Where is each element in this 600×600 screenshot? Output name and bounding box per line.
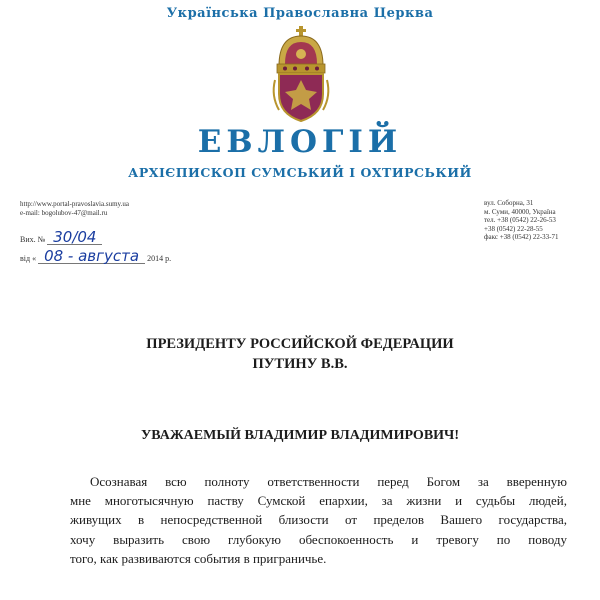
mitre-crest-icon <box>265 24 337 124</box>
body-line: мне многотысячную паству Сумской епархии, за жизни и судьбы людей, <box>70 493 567 509</box>
contacts-right <box>484 199 559 242</box>
body-line: хочу выразить свою глубокую обеспокоенность и тревогу по поводу <box>70 531 567 547</box>
number-label: Вих. № <box>20 235 46 244</box>
contacts-left <box>20 200 129 218</box>
addressee-line-1: ПРЕЗИДЕНТУ РОССИЙСКОЙ ФЕДЕРАЦИИ <box>146 336 454 352</box>
phone-1: тел. +38 (0542) 22-26-53 <box>484 216 556 224</box>
email-link[interactable]: e-mail: bogolubov-47@mail.ru <box>20 209 108 217</box>
body-line: того, как развиваются события в приграничье. <box>70 550 327 566</box>
bishop-title: АРХІЄПИСКОП СУМСЬКИЙ І ОХТИРСЬКИЙ <box>128 165 472 180</box>
date-suffix: 2014 р. <box>147 254 172 263</box>
salutation: УВАЖАЕМЫЙ ВЛАДИМИР ВЛАДИМИРОВИЧ! <box>140 428 459 443</box>
date-prefix: від « <box>20 254 37 263</box>
number-handwritten: 30/04 <box>47 230 102 245</box>
addressee <box>0 334 600 374</box>
body-line: Осознавая всю полноту ответственности перед Богом за вверенную <box>90 474 567 489</box>
address-street: вул. Соборна, 31 <box>484 199 534 207</box>
phone-2: +38 (0542) 22-28-55 <box>484 224 543 233</box>
fax: факс +38 (0542) 22-33-71 <box>484 233 559 241</box>
church-name: Українська Православна Церква <box>166 6 434 21</box>
website-link[interactable]: http://www.portal-pravoslavia.sumy.ua <box>20 200 129 208</box>
outgoing-date <box>20 249 171 264</box>
address-city: м. Суми, 40000, Україна <box>484 207 556 216</box>
letter-body <box>70 472 567 568</box>
outgoing-number <box>20 230 102 245</box>
body-line: живущих в непосредственной близости от пределов Вашего государства, <box>70 512 567 528</box>
bishop-name: ЕВЛОГІЙ <box>197 124 403 160</box>
date-handwritten: 08 - августа <box>38 249 145 264</box>
addressee-line-2: ПУТИНУ В.В. <box>252 356 348 372</box>
